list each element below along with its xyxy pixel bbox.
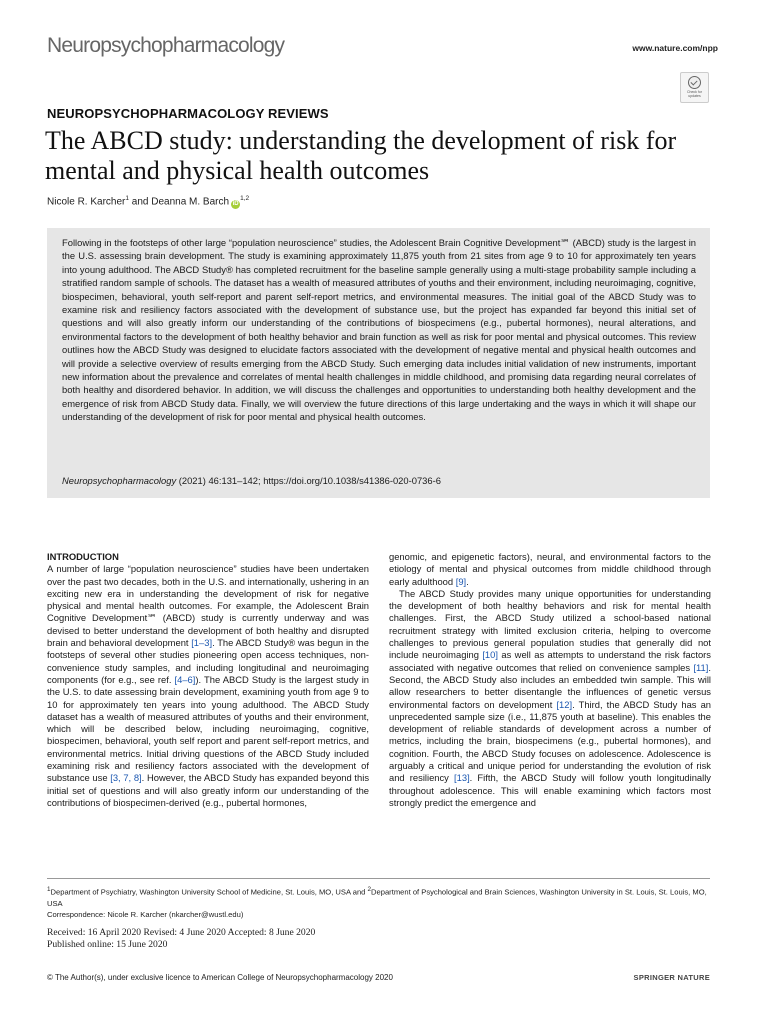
copyright-notice: © The Author(s), under exclusive licence to American College of Neuropsychopharmacology 2020 (47, 973, 393, 982)
check-updates-label: Check for updates (687, 90, 702, 98)
article-title: The ABCD study: understanding the development of risk for mental and physical health outcomes (45, 126, 677, 185)
author-name[interactable]: Deanna M. Barch (151, 196, 230, 208)
body-text: ). The ABCD Study is the largest study in the U.S. to date assessing brain development, examining youth from age 9 to 10 for approximately ten years into young adulthood. The ABCD Study dataset has a wealth of measured attributes of youths and their environment, which will be described below, including neuroimaging, cognitive, biospecimen, behavioral, youth self report and parent self-report metrics, and environmental metrics. Initial driving questions of the ABCD Study included examining risk and resiliency factors associated with the development of substance use (47, 673, 369, 784)
affiliations (47, 884, 710, 920)
citation-line (62, 475, 441, 486)
affiliation-marker: 1,2 (240, 195, 250, 202)
body-paragraph (47, 563, 369, 809)
body-text: . Second, the ABCD Study also includes an embedded twin sample. This will allow researchers to better disentangle the influences of genetic versus environmental factors on development (389, 661, 711, 710)
reference-link[interactable]: [3, 7, 8] (110, 772, 142, 784)
author-list (47, 195, 249, 209)
reference-link[interactable]: [4–6] (174, 673, 196, 685)
citation-details[interactable]: (2021) 46:131–142; https://doi.org/10.1038/s41386-020-0736-6 (176, 475, 441, 486)
reference-link[interactable]: [12] (556, 698, 573, 710)
journal-url-link[interactable]: www.nature.com/npp (632, 43, 718, 53)
body-text: . (466, 575, 469, 587)
section-label: NEUROPSYCHOPHARMACOLOGY REVIEWS (47, 106, 329, 121)
body-text: . Third, the ABCD Study has an unprecedented sample size (i.e., 11,875 youth at baseline). This enables the development of reliable standards of development across a number of metrics, including the brain, biospecimens (e.g., pubertal hormones), and cognition. Fourth, the ABCD Study focuses on adolescence. Adolescence is arguably a critical and unique period for understanding the evolution of risk and resiliency (389, 698, 711, 784)
affiliation-marker: 2 (367, 886, 372, 893)
body-text: . However, the ABCD Study has expanded beyond this initial set of questions and will also greatly inform our understanding of the contributions of biospecimen-derived (e.g., pubertal hormones, (47, 772, 370, 808)
body-column-right (389, 551, 711, 809)
body-paragraph (389, 551, 711, 588)
body-text: . Fifth, the ABCD Study will follow youth longitudinally throughout adolescence. This will enable examining which factors most strongly predict the emergence and (389, 772, 711, 808)
dates-published: Published online: 15 June 2020 (47, 939, 168, 950)
body-text: as well as attempts to understand the risk factors associated with negative outcomes that relied on convenience samples (389, 649, 711, 673)
check-updates-icon (688, 76, 701, 89)
orcid-icon[interactable]: iD (232, 201, 239, 208)
reference-link[interactable]: [9] (455, 575, 467, 587)
check-for-updates-button[interactable] (680, 72, 709, 103)
footnote-divider (47, 878, 710, 879)
body-text: The ABCD Study provides many unique opportunities for understanding the development of both healthy behaviors and risk for mental health challenges. First, the ABCD Study utilized a school-based national recruitment strategy with limited exclusion criteria, helping to overcome challenges to previous general population studies that generally did not include neuroimaging (389, 587, 711, 661)
body-paragraph (389, 588, 711, 809)
reference-link[interactable]: [11] (693, 661, 709, 673)
citation-journal: Neuropsychopharmacology (62, 475, 177, 486)
affiliation-text: Department of Psychiatry, Washington University School of Medicine, St. Louis, MO, USA and (50, 887, 368, 897)
publisher-logo: SPRINGER NATURE (633, 973, 710, 982)
author-name[interactable]: Nicole R. Karcher (47, 196, 126, 208)
reference-link[interactable]: [10] (482, 649, 498, 661)
abstract-text: Following in the footsteps of other large “population neuroscience” studies, the Adolescent Brain Cognitive Development℠ (ABCD) study is the largest in the U.S. assessing brain development. The study is examining approximately 11,875 youth from 21 sites from age 9 to 10 for approximately ten years into young adulthood. The ABCD Study® has completed recruitment for the baseline sample generally using a multi-stage probability sample including a stratified random sample of schools. The dataset has a wealth of measured attributes of youths and their environment, including neuroimaging, cognitive, biospecimen, behavioral, youth self-report and parent self-report metrics, and environmental measures. The initial goal of the ABCD Study was to examine risk and resiliency factors associated with the development of substance use, but the project has expanded far beyond this initial set of questions and will also greatly inform our understanding of the contributions of biospecimens (e.g., pubertal hormones), neural alterations, and environmental factors to the development of both healthy behavior and brain function as well as risk for poor mental and physical outcomes. This review outlines how the ABCD Study was designed to elucidate factors associated with the development of negative mental and physical health outcomes and will provide a selective overview of results emerging from the ABCD Study. Such emerging data includes initial validation of new instruments, important new information about the prevalence and correlates of mental health challenges in middle childhood, and promising data regarding neural correlates of both healthy and disordered behavior. In addition, we will discuss the challenges and opportunities to understanding both healthy development and the emergence of risk from ABCD Study data. Finally, we will overview the future directions of this large undertaking and the ways in which it will shape our understanding of the development of risk for poor mental and physical health outcomes. (62, 237, 696, 423)
body-column-left (47, 551, 369, 809)
correspondence: Correspondence: Nicole R. Karcher (nkarcher@wustl.edu) (47, 909, 244, 919)
affiliation-text: Department of Psychological and Brain Sciences, Washington University in St. Louis, St. Louis, MO, USA (47, 887, 707, 908)
article-dates (47, 927, 315, 951)
affiliation-marker: 1 (125, 195, 129, 202)
reference-link[interactable]: [13] (454, 772, 470, 784)
journal-name: Neuropsychopharmacology (47, 34, 285, 57)
body-text: A number of large “population neuroscience” studies have been undertaken over the past two decades, both in the U.S. and internationally, ushering in an exciting new era in understanding the development of risk for negative physical and mental health outcomes. For example, the Adolescent Brain Cognitive Development℠ (ABCD) study is currently underway and was devised to better understand the development of both healthy and disrupted brain and behavioral development (47, 563, 369, 649)
dates-received: Received: 16 April 2020 Revised: 4 June 2020 Accepted: 8 June 2020 (47, 927, 316, 938)
author-conjunction: and (128, 196, 152, 208)
affiliation-marker: 1 (47, 886, 51, 893)
section-heading: INTRODUCTION (47, 551, 119, 562)
body-text: genomic, and epigenetic factors), neural, and environmental factors to the etiology of mental and physical outcomes from middle childhood through early adulthood (389, 551, 711, 587)
body-text: . The ABCD Study® was begun in the footsteps of several other studies pioneering open access techniques, non-convenience study samples, and including longitudinal and neuroimaging components (for e.g., see ref. (47, 637, 369, 685)
reference-link[interactable]: [1–3] (191, 637, 213, 649)
